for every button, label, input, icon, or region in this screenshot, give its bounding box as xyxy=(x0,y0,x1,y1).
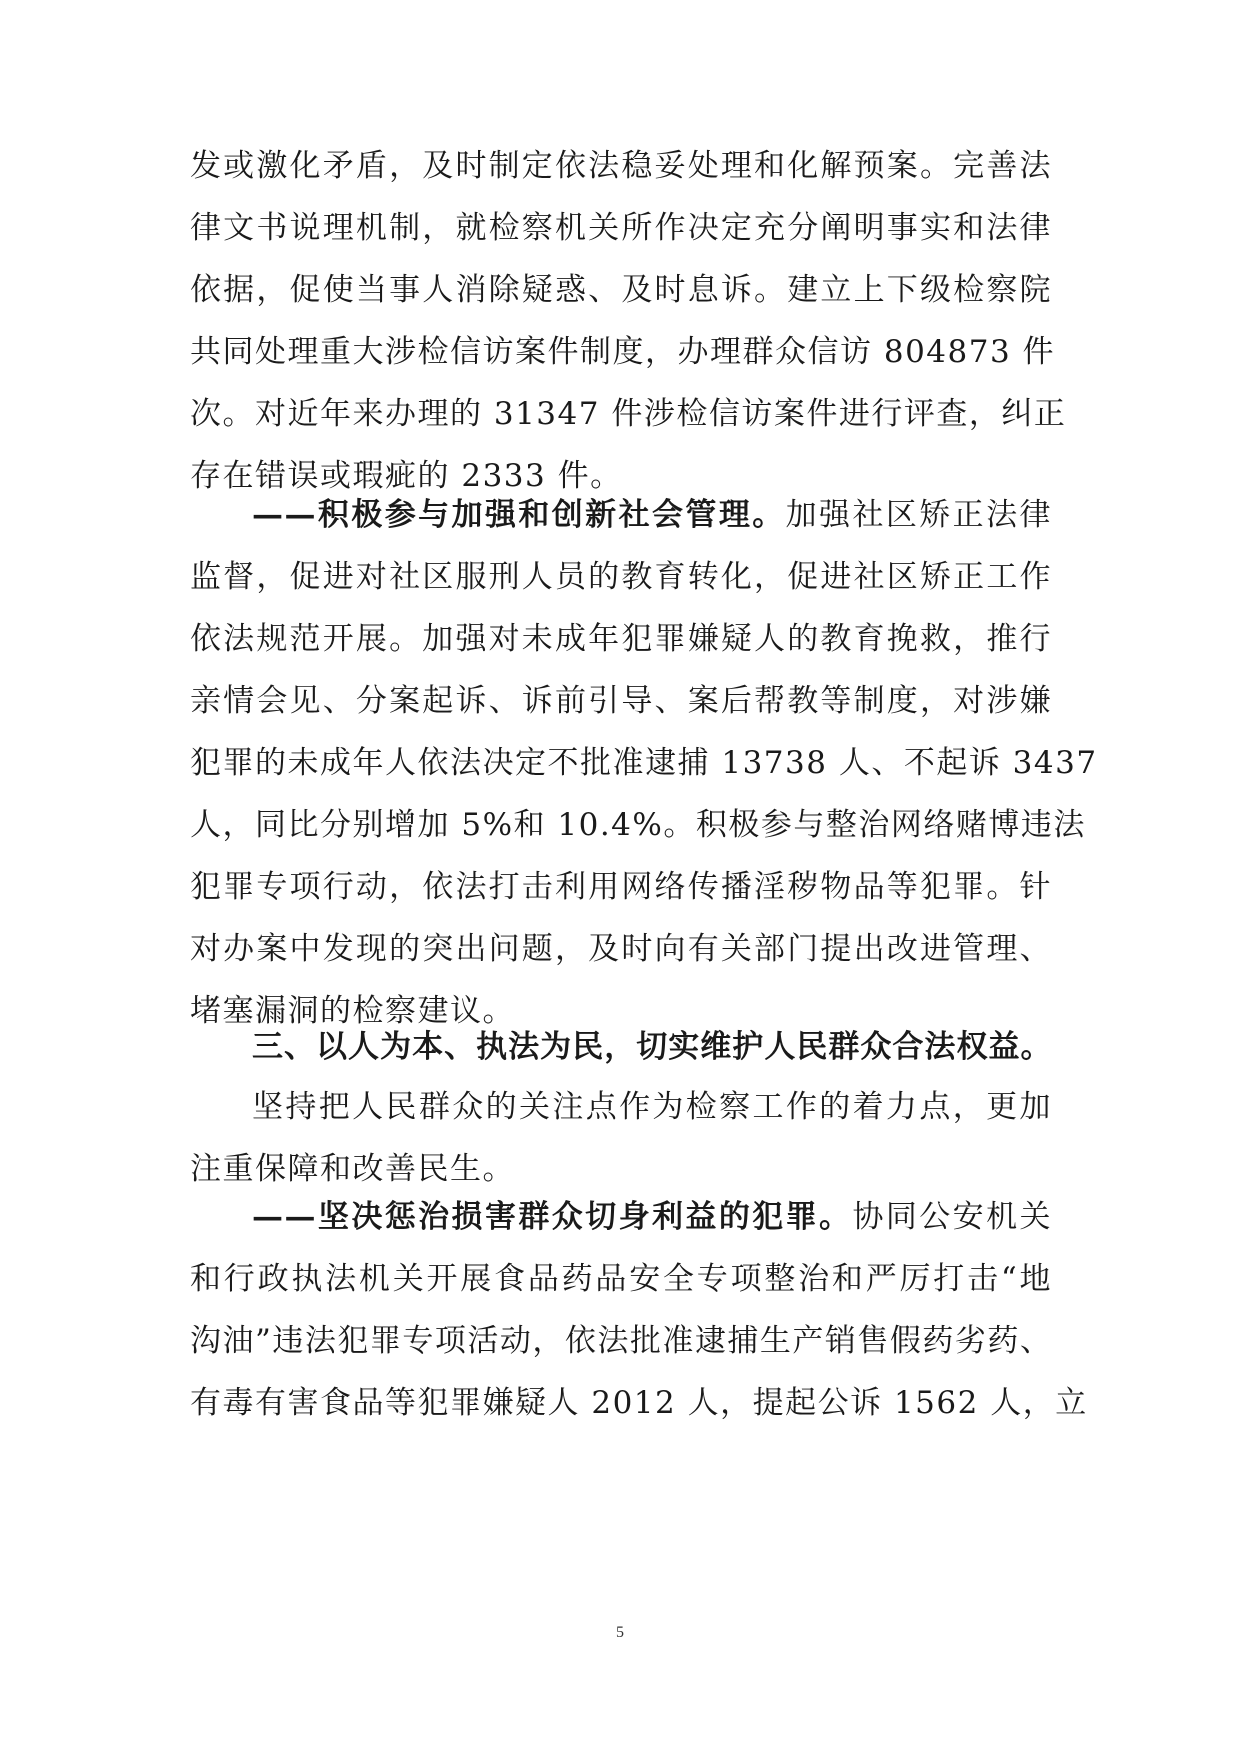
text-line: 有毒有害食品等犯罪嫌疑人 2012 人，提起公诉 1562 人，立 xyxy=(190,1385,1088,1421)
text-line: 共同处理重大涉检信访案件制度，办理群众信访 804873 件 xyxy=(190,334,1056,370)
text-line: 亲情会见、分案起诉、诉前引导、案后帮教等制度，对涉嫌 xyxy=(190,683,1052,719)
paragraph-punish-crimes xyxy=(190,1186,1088,1434)
text-line: 依据，促使当事人消除疑惑、及时息诉。建立上下级检察院 xyxy=(190,272,1052,308)
text-line: 人，同比分别增加 5%和 10.4%。积极参与整治网络赌博违法 xyxy=(190,807,1086,843)
text-line: 发或激化矛盾，及时制定依法稳妥处理和化解预案。完善法 xyxy=(190,148,1052,184)
paragraph-people-first xyxy=(190,1076,1052,1200)
text-line: 律文书说理机制，就检察机关所作决定充分阐明事实和法律 xyxy=(190,210,1052,246)
text-line: 次。对近年来办理的 31347 件涉检信访案件进行评查，纠正 xyxy=(190,396,1067,432)
text-line: 犯罪的未成年人依法决定不批准逮捕 13738 人、不起诉 3437 xyxy=(190,745,1098,781)
paragraph-heading: ——坚决惩治损害群众切身利益的犯罪。 xyxy=(252,1199,853,1235)
text-line: 注重保障和改善民生。 xyxy=(190,1151,515,1187)
paragraph-heading-rest: 加强社区矫正法律 xyxy=(785,497,1053,533)
text-line: 和行政执法机关开展食品药品安全专项整治和严厉打击“地 xyxy=(190,1261,1052,1297)
paragraph-heading-rest: 协同公安机关 xyxy=(852,1199,1052,1235)
text-line: 依法规范开展。加强对未成年犯罪嫌疑人的教育挽救，推行 xyxy=(190,621,1052,657)
text-line: 堵塞漏洞的检察建议。 xyxy=(190,993,515,1029)
section-heading xyxy=(190,1016,1052,1078)
text-line: 沟油”违法犯罪专项活动，依法批准逮捕生产销售假药劣药、 xyxy=(190,1323,1053,1359)
text-line-first xyxy=(190,484,1052,546)
paragraph-heading: ——积极参与加强和创新社会管理。 xyxy=(252,497,786,533)
paragraph-social-management xyxy=(190,484,1098,1042)
text-line: 犯罪专项行动，依法打击利用网络传播淫秽物品等犯罪。针 xyxy=(190,869,1052,905)
text-line: 存在错误或瑕疵的 2333 件。 xyxy=(190,458,623,494)
paragraph-continuation xyxy=(190,135,1067,507)
section-title: 三、以人为本、执法为民，切实维护人民群众合法权益。 xyxy=(252,1029,1052,1065)
text-line-first: 坚持把人民群众的关注点作为检察工作的着力点，更加 xyxy=(252,1089,1052,1125)
text-line: 监督，促进对社区服刑人员的教育转化，促进社区矫正工作 xyxy=(190,559,1052,595)
page-number: 5 xyxy=(616,1624,624,1641)
text-line-first xyxy=(190,1186,1052,1248)
text-line: 对办案中发现的突出问题，及时向有关部门提出改进管理、 xyxy=(190,931,1052,967)
